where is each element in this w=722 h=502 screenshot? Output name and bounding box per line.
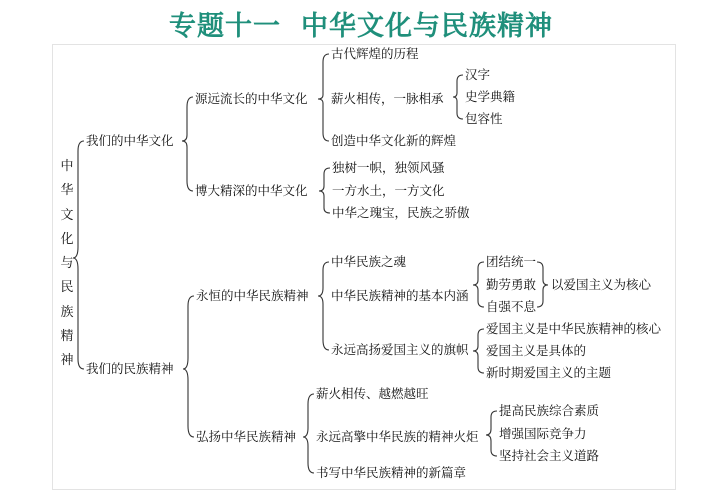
root-node: 中华文化与民族精神 [60,159,74,369]
node-chinese-characters: 汉字 [465,67,491,82]
node-new-glory: 创造中华文化新的辉煌 [331,133,457,148]
node-new-chapter: 书写中华民族精神的新篇章 [316,465,467,480]
node-national-soul: 中华民族之魂 [331,254,407,269]
node-glorious-history: 古代辉煌的历程 [331,46,419,61]
bracket-torch [486,411,497,456]
bracket-broad-deep [319,168,330,213]
node-unity: 团结统一 [486,254,537,269]
node-patriotism-theme: 新时期爱国主义的主题 [486,365,612,380]
node-historical-classics: 史学典籍 [465,89,516,104]
title-main: 中华文化与民族精神 [301,11,553,42]
node-local-culture: 一方水土，一方文化 [332,183,445,198]
node-spirit-torch: 永远高擎中华民族的精神火炬 [316,429,479,444]
node-competitiveness: 增强国际竞争力 [499,426,587,441]
bracket-connotation [473,262,484,307]
node-patriotism-is-core: 爱国主义是中华民族精神的核心 [486,321,662,336]
bracket-long-history [318,54,329,141]
node-promote-spirit: 弘扬中华民族精神 [196,429,297,444]
node-patriotism-core: 以爱国主义为核心 [551,277,652,292]
node-our-spirit: 我们的民族精神 [86,361,174,376]
node-socialist-road: 坚持社会主义道路 [499,448,600,463]
node-patriotism-concrete: 爱国主义是具体的 [486,343,587,358]
node-national-treasure: 中华之瑰宝，民族之骄傲 [332,205,470,220]
bracket-culture [182,97,193,191]
node-flourish: 薪火相传、越燃越旺 [316,386,429,401]
node-patriotism-banner: 永远高扬爱国主义的旗帜 [331,342,469,357]
bracket-banner [473,329,484,373]
node-inclusiveness: 包容性 [465,111,503,126]
node-eternal-spirit: 永恒的中华民族精神 [196,288,309,303]
node-self-improvement: 自强不息 [486,299,537,314]
node-long-history: 源远流长的中华文化 [195,91,308,106]
bracket-promote [303,394,314,473]
node-unique: 独树一帜，独领风骚 [332,160,445,175]
node-passing-on: 薪火相传，一脉相承 [331,91,444,106]
bracket-passing-on [453,75,463,119]
node-diligence: 勤劳勇敢 [486,277,537,292]
bracket-spirit [183,296,194,437]
node-basic-connotation: 中华民族精神的基本内涵 [331,288,469,303]
node-improve-quality: 提高民族综合素质 [499,403,600,418]
title-topic: 专题十一 [169,11,281,42]
bracket-core [537,262,548,307]
bracket-eternal [318,262,329,350]
node-our-culture: 我们的中华文化 [86,133,174,148]
node-broad-deep: 博大精深的中华文化 [195,183,308,198]
